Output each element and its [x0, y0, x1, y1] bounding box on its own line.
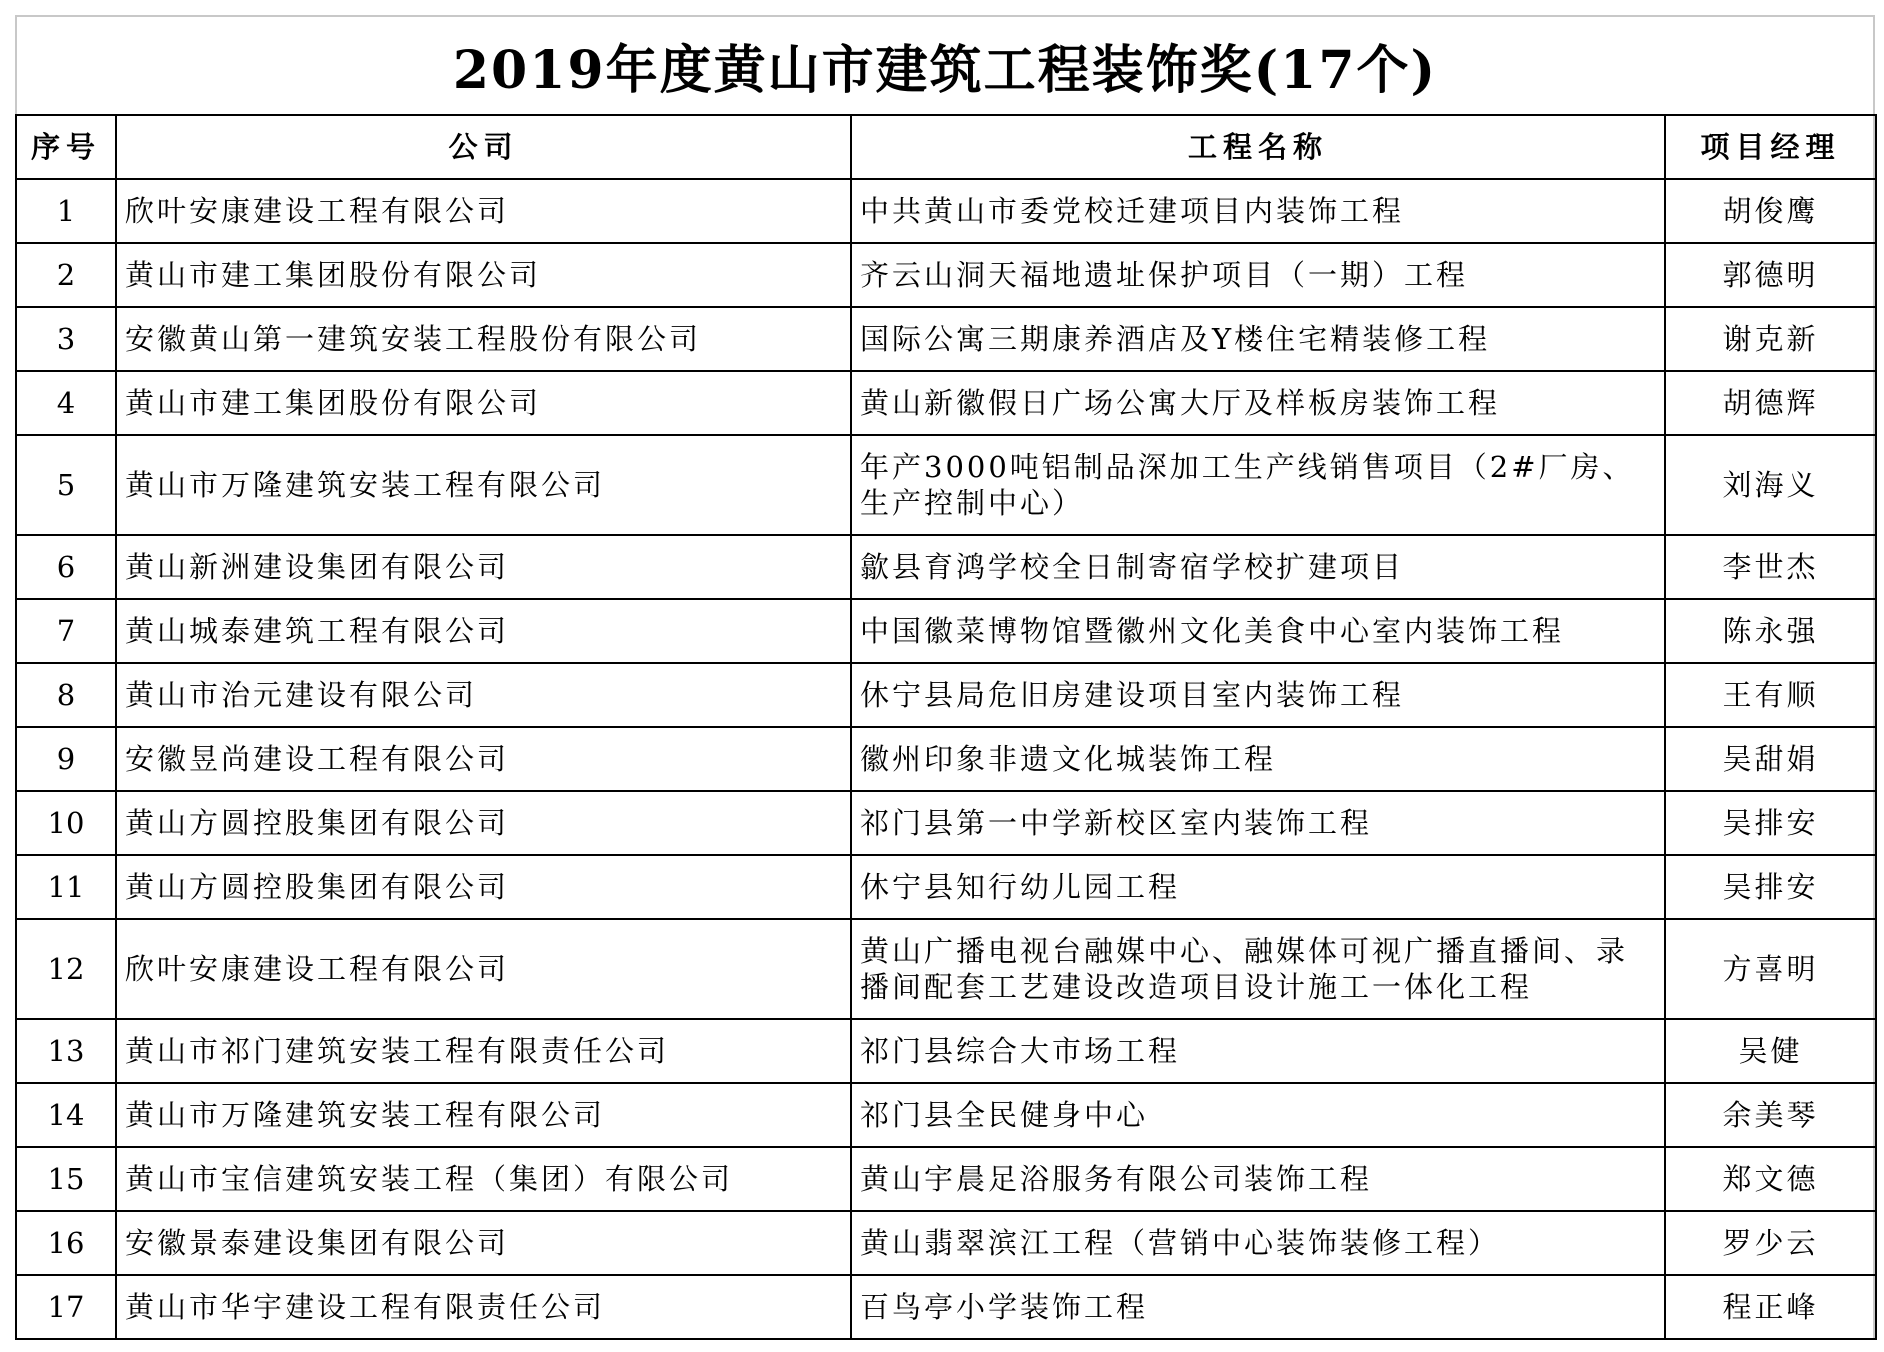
row-index: 9 — [16, 727, 116, 791]
award-table — [15, 114, 1877, 1340]
row-project: 休宁县知行幼儿园工程 — [851, 855, 1665, 919]
row-manager: 谢克新 — [1665, 307, 1876, 371]
row-project: 齐云山洞天福地遗址保护项目（一期）工程 — [851, 243, 1665, 307]
row-manager: 吴健 — [1665, 1019, 1876, 1083]
row-company: 欣叶安康建设工程有限公司 — [116, 919, 851, 1019]
header-manager: 项目经理 — [1665, 115, 1876, 179]
row-project: 黄山宇晨足浴服务有限公司装饰工程 — [851, 1147, 1665, 1211]
table-row — [16, 1147, 1876, 1211]
row-manager: 吴排安 — [1665, 855, 1876, 919]
row-manager: 程正峰 — [1665, 1275, 1876, 1339]
row-manager: 吴排安 — [1665, 791, 1876, 855]
row-index: 10 — [16, 791, 116, 855]
row-manager: 陈永强 — [1665, 599, 1876, 663]
row-company: 欣叶安康建设工程有限公司 — [116, 179, 851, 243]
row-index: 8 — [16, 663, 116, 727]
row-manager: 吴甜娟 — [1665, 727, 1876, 791]
award-sheet — [15, 15, 1875, 1340]
row-index: 5 — [16, 435, 116, 535]
row-company: 黄山方圆控股集团有限公司 — [116, 855, 851, 919]
row-index: 4 — [16, 371, 116, 435]
row-project: 歙县育鸿学校全日制寄宿学校扩建项目 — [851, 535, 1665, 599]
table-row — [16, 855, 1876, 919]
header-project: 工程名称 — [851, 115, 1665, 179]
row-project: 祁门县综合大市场工程 — [851, 1019, 1665, 1083]
table-row — [16, 727, 1876, 791]
table-row — [16, 243, 1876, 307]
row-project: 百鸟亭小学装饰工程 — [851, 1275, 1665, 1339]
row-company: 黄山市宝信建筑安装工程（集团）有限公司 — [116, 1147, 851, 1211]
row-company: 黄山新洲建设集团有限公司 — [116, 535, 851, 599]
table-row — [16, 599, 1876, 663]
row-manager: 刘海义 — [1665, 435, 1876, 535]
row-index: 17 — [16, 1275, 116, 1339]
row-manager: 胡俊鹰 — [1665, 179, 1876, 243]
table-row — [16, 791, 1876, 855]
table-row — [16, 1275, 1876, 1339]
table-row — [16, 1019, 1876, 1083]
row-index: 6 — [16, 535, 116, 599]
row-company: 黄山市万隆建筑安装工程有限公司 — [116, 1083, 851, 1147]
row-manager: 余美琴 — [1665, 1083, 1876, 1147]
table-row — [16, 307, 1876, 371]
row-project: 年产3000吨铝制品深加工生产线销售项目（2#厂房、生产控制中心） — [851, 435, 1665, 535]
row-project: 黄山翡翠滨江工程（营销中心装饰装修工程） — [851, 1211, 1665, 1275]
row-project: 中国徽菜博物馆暨徽州文化美食中心室内装饰工程 — [851, 599, 1665, 663]
row-manager: 罗少云 — [1665, 1211, 1876, 1275]
row-index: 14 — [16, 1083, 116, 1147]
row-index: 11 — [16, 855, 116, 919]
row-project: 祁门县第一中学新校区室内装饰工程 — [851, 791, 1665, 855]
row-index: 16 — [16, 1211, 116, 1275]
row-manager: 郭德明 — [1665, 243, 1876, 307]
row-company: 黄山方圆控股集团有限公司 — [116, 791, 851, 855]
row-manager: 方喜明 — [1665, 919, 1876, 1019]
table-row — [16, 179, 1876, 243]
header-row — [16, 115, 1876, 179]
table-row — [16, 1211, 1876, 1275]
table-row — [16, 663, 1876, 727]
table-row — [16, 371, 1876, 435]
row-manager: 郑文德 — [1665, 1147, 1876, 1211]
row-manager: 胡德辉 — [1665, 371, 1876, 435]
row-project: 黄山广播电视台融媒中心、融媒体可视广播直播间、录播间配套工艺建设改造项目设计施工一体化工程 — [851, 919, 1665, 1019]
row-index: 13 — [16, 1019, 116, 1083]
row-project: 黄山新徽假日广场公寓大厅及样板房装饰工程 — [851, 371, 1665, 435]
row-index: 12 — [16, 919, 116, 1019]
row-company: 黄山市华宇建设工程有限责任公司 — [116, 1275, 851, 1339]
row-manager: 王有顺 — [1665, 663, 1876, 727]
row-project: 中共黄山市委党校迁建项目内装饰工程 — [851, 179, 1665, 243]
row-index: 1 — [16, 179, 116, 243]
table-row — [16, 1083, 1876, 1147]
sheet-title: 2019年度黄山市建筑工程装饰奖(17个) — [452, 40, 1438, 101]
table-row — [16, 535, 1876, 599]
row-index: 3 — [16, 307, 116, 371]
row-company: 安徽昱尚建设工程有限公司 — [116, 727, 851, 791]
row-company: 安徽黄山第一建筑安装工程股份有限公司 — [116, 307, 851, 371]
row-index: 2 — [16, 243, 116, 307]
header-index: 序号 — [16, 115, 116, 179]
row-company: 黄山市建工集团股份有限公司 — [116, 243, 851, 307]
row-index: 7 — [16, 599, 116, 663]
row-company: 黄山市万隆建筑安装工程有限公司 — [116, 435, 851, 535]
row-company: 黄山市建工集团股份有限公司 — [116, 371, 851, 435]
row-manager: 李世杰 — [1665, 535, 1876, 599]
header-company: 公司 — [116, 115, 851, 179]
table-body — [16, 179, 1876, 1339]
row-project: 休宁县局危旧房建设项目室内装饰工程 — [851, 663, 1665, 727]
row-project: 徽州印象非遗文化城装饰工程 — [851, 727, 1665, 791]
table-row — [16, 435, 1876, 535]
table-row — [16, 919, 1876, 1019]
row-company: 黄山市祁门建筑安装工程有限责任公司 — [116, 1019, 851, 1083]
row-project: 国际公寓三期康养酒店及Y楼住宅精装修工程 — [851, 307, 1665, 371]
row-company: 安徽景泰建设集团有限公司 — [116, 1211, 851, 1275]
row-company: 黄山市治元建设有限公司 — [116, 663, 851, 727]
row-project: 祁门县全民健身中心 — [851, 1083, 1665, 1147]
row-index: 15 — [16, 1147, 116, 1211]
row-company: 黄山城泰建筑工程有限公司 — [116, 599, 851, 663]
